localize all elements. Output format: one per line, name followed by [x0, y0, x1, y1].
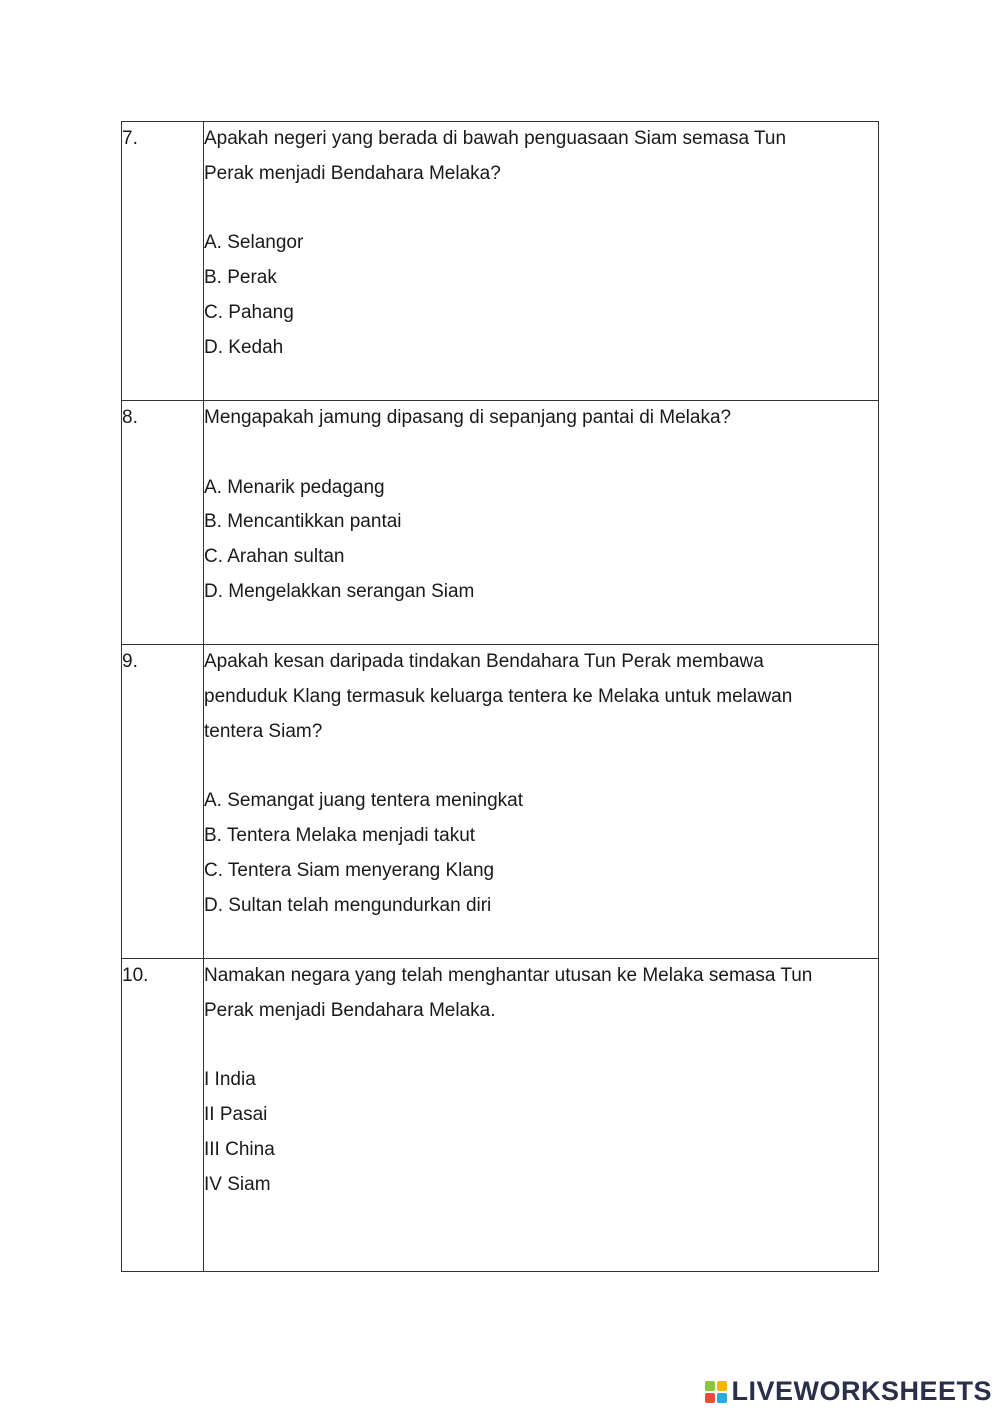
question-line: Perak menjadi Bendahara Melaka.: [204, 999, 496, 1021]
question-number: 7.: [122, 122, 204, 401]
question-row: [122, 122, 879, 401]
answer-option-d[interactable]: D. Kedah: [204, 336, 284, 358]
answer-option-ii[interactable]: II Pasai: [204, 1104, 268, 1126]
answer-option-b[interactable]: B. Mencantikkan pantai: [204, 511, 402, 533]
question-line: Apakah negeri yang berada di bawah penguasaan Siam semasa Tun: [204, 128, 787, 149]
answer-option-b[interactable]: B. Tentera Melaka menjadi takut: [204, 824, 476, 846]
answer-option-d[interactable]: D. Sultan telah mengundurkan diri: [204, 894, 492, 916]
answer-option-i[interactable]: I India: [204, 1069, 256, 1091]
answer-option-iii[interactable]: III China: [204, 1138, 275, 1160]
question-line: Apakah kesan daripada tindakan Bendahara Tun Perak membawa: [204, 651, 764, 672]
question-number: 9.: [122, 645, 204, 959]
answer-option-d[interactable]: D. Mengelakkan serangan Siam: [204, 580, 475, 602]
question-row: [122, 959, 879, 1272]
logo-square: [705, 1393, 715, 1403]
question-line: Namakan negara yang telah menghantar utusan ke Melaka semasa Tun: [204, 965, 813, 986]
answer-options: [204, 1063, 878, 1202]
liveworksheets-logo: [705, 1376, 992, 1407]
question-text: [204, 645, 878, 749]
question-table: [121, 121, 879, 1272]
question-cell: [204, 959, 879, 1272]
question-line: Perak menjadi Bendahara Melaka?: [204, 162, 501, 184]
answer-options: [204, 226, 878, 365]
question-cell: [204, 122, 879, 401]
question-text: [204, 959, 878, 1029]
question-text: [204, 122, 878, 192]
answer-options: [204, 784, 878, 923]
liveworksheets-logo-icon: [705, 1381, 727, 1403]
question-line: Mengapakah jamung dipasang di sepanjang pantai di Melaka?: [204, 407, 732, 428]
answer-options: [204, 471, 878, 610]
logo-square: [705, 1381, 715, 1391]
answer-option-c[interactable]: C. Arahan sultan: [204, 546, 345, 568]
answer-option-a[interactable]: A. Menarik pedagang: [204, 476, 385, 498]
answer-option-c[interactable]: C. Pahang: [204, 301, 294, 323]
question-number: 10.: [122, 959, 204, 1272]
question-number: 8.: [122, 401, 204, 645]
question-row: [122, 645, 879, 959]
answer-option-b[interactable]: B. Perak: [204, 267, 277, 289]
question-row: [122, 401, 879, 645]
question-cell: [204, 645, 879, 959]
answer-option-a[interactable]: A. Semangat juang tentera meningkat: [204, 790, 523, 812]
question-line: penduduk Klang termasuk keluarga tentera ke Melaka untuk melawan: [204, 685, 793, 707]
answer-option-a[interactable]: A. Selangor: [204, 232, 304, 254]
answer-option-iv[interactable]: IV Siam: [204, 1173, 271, 1195]
liveworksheets-wordmark: LIVEWORKSHEETS: [731, 1376, 992, 1406]
question-text: [204, 401, 878, 436]
answer-option-c[interactable]: C. Tentera Siam menyerang Klang: [204, 859, 495, 881]
question-line: tentera Siam?: [204, 720, 323, 742]
logo-square: [717, 1381, 727, 1391]
question-cell: [204, 401, 879, 645]
logo-square: [717, 1393, 727, 1403]
